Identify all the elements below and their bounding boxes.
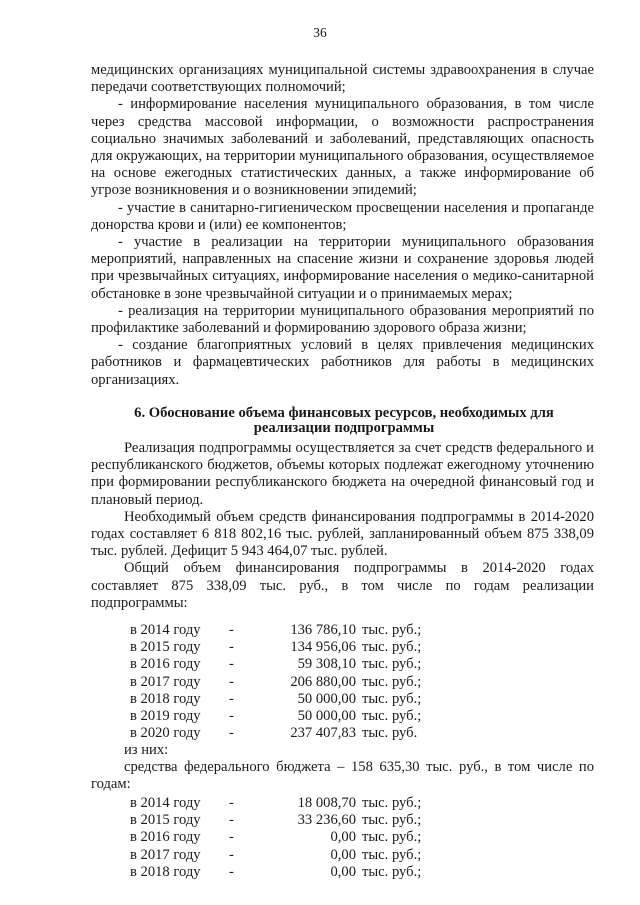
- amount-value: 136 786,10: [290, 622, 356, 638]
- dash: -: [229, 725, 234, 742]
- year-row: [0, 639, 640, 656]
- year-row: [0, 795, 640, 812]
- page-number: 36: [313, 25, 327, 40]
- amount-value: 59 308,10: [297, 656, 356, 673]
- unit-label: тыс. руб.;: [362, 863, 422, 880]
- paragraph: Необходимый объем средств финансирования подпрограммы в 2014-2020 годах составляет 6 818 802,16 тыс. рублей, запланированный объем 875 338,09 тыс. рублей. Дефицит 5 943 464,07 тыс. рублей.: [91, 508, 594, 560]
- federal-text-block: [91, 759, 594, 793]
- unit-label: тыс. руб.;: [362, 639, 422, 656]
- year-row: [0, 725, 640, 742]
- paragraph: Реализация подпрограммы осуществляется за счет средств федерального и республиканского бюджетов, объемы которых подлежат ежегодному уточнению при формировании республиканского бюджета на очередной финансовый год и плановый период.: [91, 440, 594, 508]
- amount-value: 33 236,60: [297, 812, 356, 829]
- year-row: [0, 812, 640, 829]
- year-label: в 2015 году: [130, 812, 201, 829]
- top-text-block: [91, 62, 594, 389]
- amount-value: 206 880,00: [290, 673, 356, 690]
- section-heading: 6. Обоснование объема финансовых ресурсов, необходимых для реализации подпрограммы: [134, 405, 554, 436]
- section-heading-block: [118, 406, 570, 436]
- year-row: [0, 847, 640, 864]
- of-them-label: из них:: [124, 742, 169, 758]
- year-row: [0, 674, 640, 691]
- year-row: [0, 622, 640, 639]
- unit-label: тыс. руб.;: [362, 656, 422, 673]
- paragraph: Общий объем финансирования подпрограммы в 2014-2020 годах составляет 875 338,09 тыс. руб., в том числе по годам реализации подпрограммы:: [91, 560, 594, 611]
- dash: -: [229, 690, 234, 707]
- year-label: в 2015 году: [130, 639, 201, 656]
- year-label: в 2020 году: [130, 725, 201, 742]
- dash: -: [229, 795, 234, 811]
- list-item: - информирование населения муниципального образования, в том числе через средства массовой информации, о возможности распространения социально значимых заболеваний и заболеваний, представляющих опасность для окружающих, на территории муниципального образования, осуществляемое на основе ежегодных статистических данных, а также информирование об угрозе возникновения и о возникновении эпидемий;: [91, 96, 594, 199]
- amount-value: 18 008,70: [297, 795, 356, 811]
- year-row: [0, 708, 640, 725]
- year-row: [0, 656, 640, 673]
- amount-value: 134 956,06: [290, 639, 356, 656]
- amount-value: 237 407,83: [290, 725, 356, 742]
- list-item: - участие в санитарно-гигиеническом просвещении населения и пропаганде донорства крови и (или) ее компонентов;: [91, 199, 594, 233]
- unit-label: тыс. руб.;: [362, 846, 422, 863]
- list-item: - реализация на территории муниципального образования мероприятий по профилактике заболеваний и формированию здорового образа жизни;: [91, 302, 594, 337]
- dash: -: [229, 708, 234, 724]
- paragraph: средства федерального бюджета – 158 635,30 тыс. руб., в том числе по годам:: [91, 759, 594, 793]
- amount-value: 50 000,00: [297, 708, 356, 724]
- dash: -: [229, 622, 234, 638]
- year-label: в 2017 году: [130, 846, 201, 863]
- unit-label: тыс. руб.;: [362, 795, 422, 811]
- dash: -: [229, 656, 234, 673]
- unit-label: тыс. руб.;: [362, 812, 422, 829]
- list-item: - участие в реализации на территории муниципального образования мероприятий, направленных на спасение жизни и сохранение здоровья людей при чрезвычайных ситуациях, информирование населения о медико-санитарной обстановке в зоне чрезвычайной ситуации и о принимаемых мерах;: [91, 234, 594, 302]
- amount-value: 0,00: [330, 846, 356, 863]
- year-label: в 2018 году: [130, 863, 201, 880]
- dash: -: [229, 812, 234, 829]
- list-item: - создание благоприятных условий в целях привлечения медицинских работников и фармацевтических работников для работы в медицинских организациях.: [91, 337, 594, 388]
- dash: -: [229, 863, 234, 880]
- year-label: в 2016 году: [130, 829, 201, 846]
- year-row: [0, 829, 640, 846]
- year-label: в 2019 году: [130, 708, 201, 724]
- unit-label: тыс. руб.: [362, 725, 418, 742]
- unit-label: тыс. руб.;: [362, 622, 422, 638]
- dash: -: [229, 829, 234, 846]
- year-label: в 2014 году: [130, 795, 201, 811]
- dash: -: [229, 673, 234, 690]
- unit-label: тыс. руб.;: [362, 690, 422, 707]
- unit-label: тыс. руб.;: [362, 829, 422, 846]
- unit-label: тыс. руб.;: [362, 708, 422, 724]
- dash: -: [229, 846, 234, 863]
- year-label: в 2014 году: [130, 622, 201, 638]
- year-label: в 2018 году: [130, 690, 201, 707]
- year-label: в 2016 году: [130, 656, 201, 673]
- year-row: [0, 864, 640, 881]
- amount-value: 50 000,00: [297, 690, 356, 707]
- amount-value: 0,00: [330, 829, 356, 846]
- unit-label: тыс. руб.;: [362, 673, 422, 690]
- body-text-block: [91, 440, 594, 612]
- paragraph: медицинских организациях муниципальной системы здравоохранения в случае передачи соответствующих полномочий;: [91, 62, 594, 96]
- year-label: в 2017 году: [130, 673, 201, 690]
- year-row: [0, 691, 640, 708]
- dash: -: [229, 639, 234, 656]
- amount-value: 0,00: [330, 863, 356, 880]
